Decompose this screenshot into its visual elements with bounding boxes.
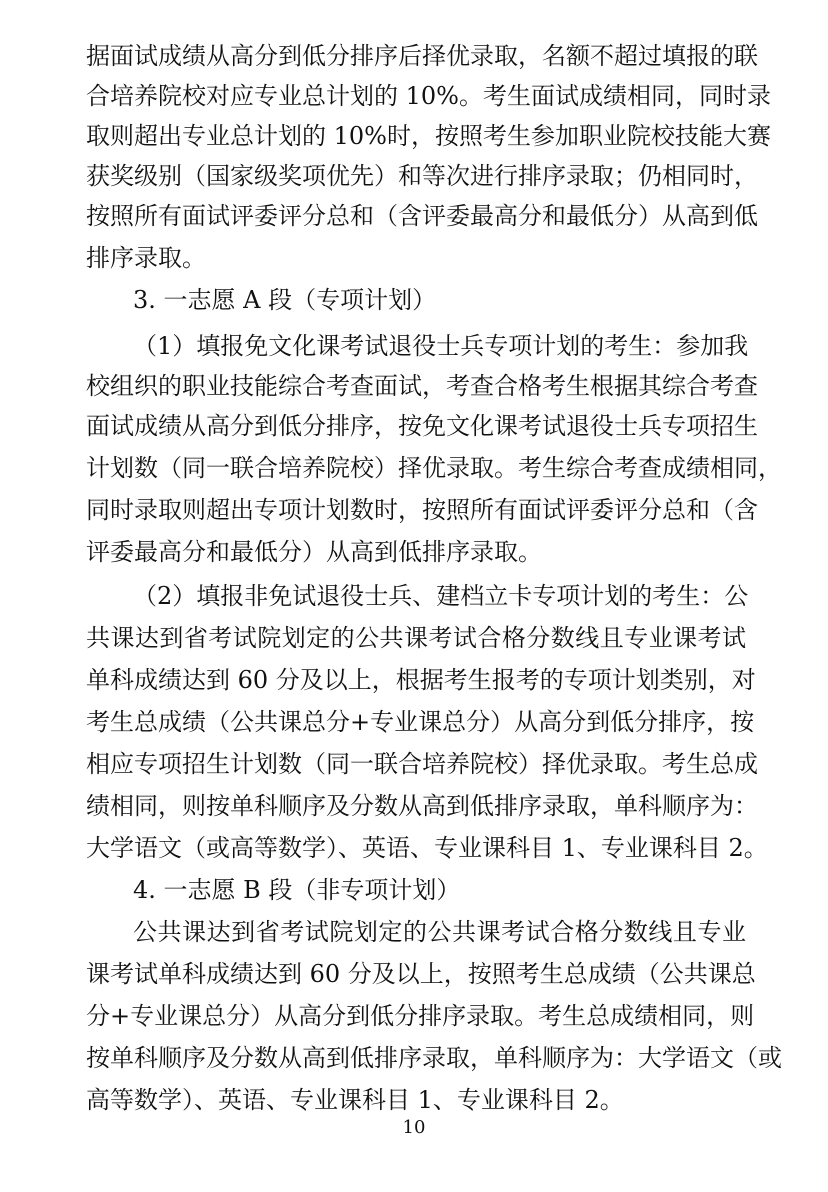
page-number: 10 [402,1117,426,1138]
text-line: 课考试单科成绩达到 60 分及以上，按照考生总成绩（公共课总 [86,960,756,988]
text-line: 按照所有面试评委评分总和（含评委最高分和最低分）从高到低 [86,202,758,230]
text-line: 单科成绩达到 60 分及以上，根据考生报考的专项计划类别，对 [86,666,756,694]
text-line: 计划数（同一联合培养院校）择优录取。考生综合考查成绩相同， [86,454,782,482]
text-line: 相应专项招生计划数（同一联合培养院校）择优录取。考生总成 [86,750,758,778]
section-heading: 3. 一志愿 A 段（专项计划） [133,286,437,314]
text-line: （2）填报非免试退役士兵、建档立卡专项计划的考生：公 [133,582,749,610]
text-line: 共课达到省考试院划定的公共课考试合格分数线且专业课考试 [86,624,746,652]
text-line: 评委最高分和最低分）从高到低排序录取。 [86,538,542,566]
text-line: 面试成绩从高分到低分排序，按免文化课考试退役士兵专项招生 [86,412,758,440]
text-line: 校组织的职业技能综合考查面试，考查合格考生根据其综合考查 [86,372,758,400]
text-line: 考生总成绩（公共课总分+专业课总分）从高分到低分排序，按 [86,708,755,736]
text-line: 同时录取则超出专项计划数时，按照所有面试评委评分总和（含 [86,496,758,524]
text-line: 公共课达到省考试院划定的公共课考试合格分数线且专业 [133,918,746,946]
text-line: 取则超出专业总计划的 10%时，按照考生参加职业院校技能大赛 [86,122,771,150]
text-line: 大学语文（或高等数学）、英语、专业课科目 1、专业课科目 2。 [86,834,768,862]
text-line: 高等数学）、英语、专业课科目 1、专业课科目 2。 [86,1086,624,1114]
text-line: （1）填报免文化课考试退役士兵专项计划的考生：参加我 [133,332,749,360]
text-line: 分+专业课总分）从高分到低分排序录取。考生总成绩相同，则 [86,1002,755,1030]
text-line: 排序录取。 [86,244,206,272]
text-line: 合培养院校对应专业总计划的 10%。考生面试成绩相同，同时录 [86,82,771,110]
text-line: 按单科顺序及分数从高到低排序录取，单科顺序为：大学语文（或 [86,1044,782,1072]
text-line: 获奖级别（国家级奖项优先）和等次进行排序录取；仍相同时， [86,162,758,190]
section-heading: 4. 一志愿 B 段（非专项计划） [133,876,461,904]
text-line: 绩相同，则按单科顺序及分数从高到低排序录取，单科顺序为： [86,792,758,820]
text-line: 据面试成绩从高分到低分排序后择优录取，名额不超过填报的联 [86,42,758,70]
